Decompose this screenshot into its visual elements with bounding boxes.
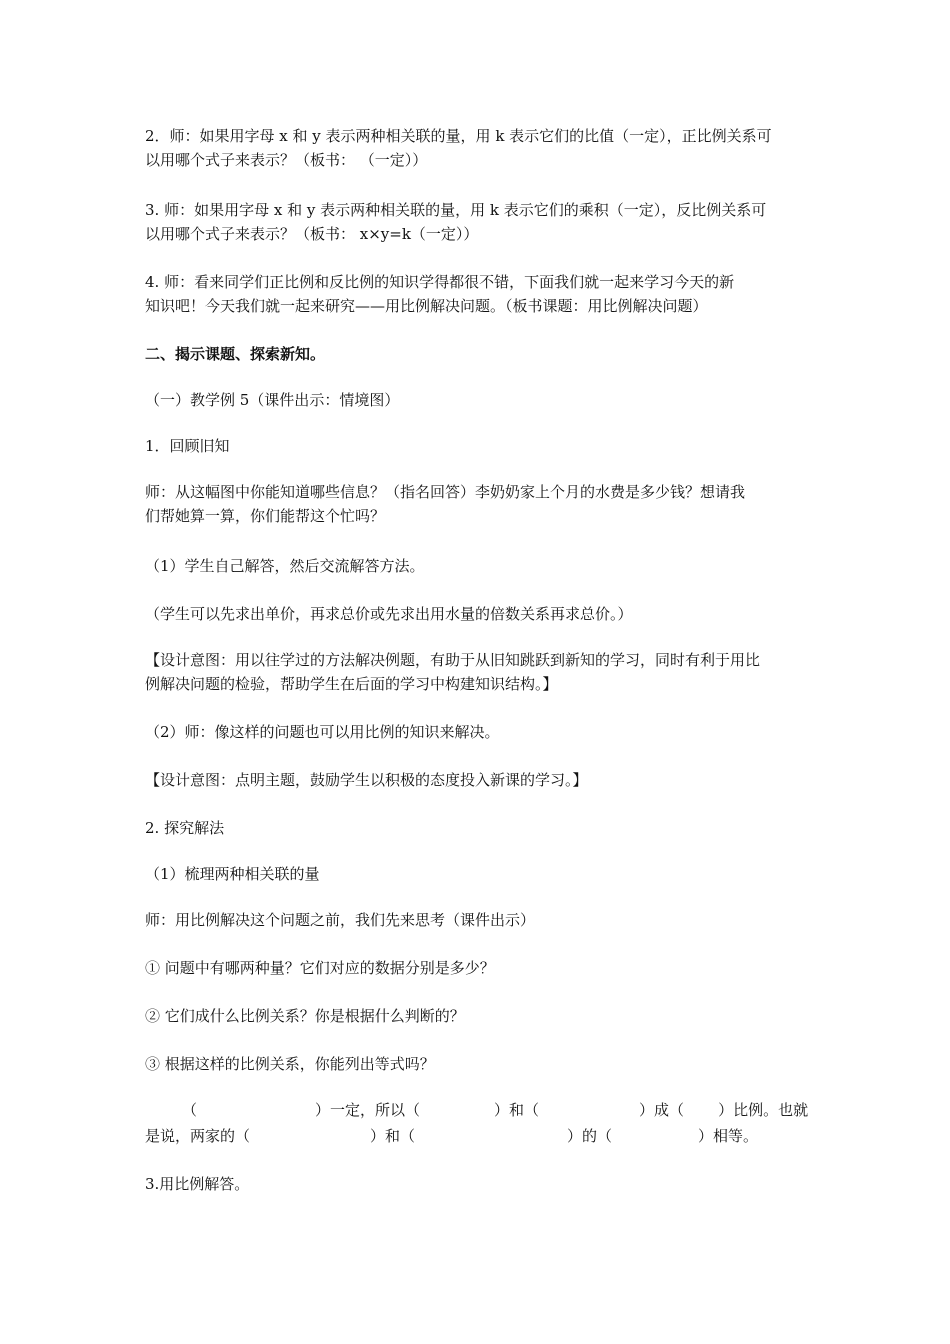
fill2-part-b: ）和（	[370, 1127, 416, 1145]
step-1: （1）学生自己解答，然后交流解答方法。	[145, 557, 425, 575]
question-1: ① 问题中有哪两种量？它们对应的数据分别是多少？	[145, 959, 495, 977]
design-intent-2: 【设计意图：点明主题，鼓励学生以积极的态度投入新课的学习。】	[145, 771, 588, 789]
paragraph-2-line-2: 以用哪个式子来表示？（板书： （一定））	[145, 151, 428, 169]
paragraph-2-line-1: 2．师：如果用字母 x 和 y 表示两种相关联的量，用 k 表示它们的比值（一定），正比例关系可	[145, 127, 772, 145]
answer-heading: 3.用比例解答。	[145, 1175, 250, 1193]
fill2-part-c: ）的（	[567, 1127, 613, 1145]
step-2: （2）师：像这样的问题也可以用比例的知识来解决。	[145, 723, 500, 741]
paragraph-4-line-2: 知识吧！今天我们就一起来研究——用比例解决问题。（板书课题：用比例解决问题）	[145, 297, 708, 315]
fill2-part-d: ）相等。	[698, 1127, 759, 1145]
fill-part-d: ）成（	[639, 1101, 685, 1119]
teacher-prompt: 师：用比例解决这个问题之前，我们先来思考（课件出示）	[145, 911, 536, 929]
fill2-part-a: 是说，两家的（	[145, 1127, 251, 1145]
example-heading: （一）教学例 5（课件出示：情境图）	[145, 391, 400, 409]
paragraph-3-line-2: 以用哪个式子来表示？（板书： x×y=k（一定））	[145, 225, 479, 243]
review-heading: 1．回顾旧知	[145, 437, 230, 455]
paragraph-3-line-1: 3. 师：如果用字母 x 和 y 表示两种相关联的量，用 k 表示它们的乘积（一定），反比例关系可	[145, 201, 767, 219]
sort-heading: （1）梳理两种相关联的量	[145, 865, 320, 883]
note-1: （学生可以先求出单价，再求总价或先求出用水量的倍数关系再求总价。）	[145, 605, 633, 623]
fill-blank-line-1	[145, 1098, 810, 1122]
fill-part-e: ）比例。也就	[718, 1101, 809, 1119]
teacher-question-line-1: 师：从这幅图中你能知道哪些信息？（指名回答）李奶奶家上个月的水费是多少钱？想请我	[145, 483, 746, 501]
paragraph-4-line-1: 4. 师：看来同学们正比例和反比例的知识学得都很不错，下面我们就一起来学习今天的新	[145, 273, 735, 291]
design-intent-1-line-2: 例解决问题的检验，帮助学生在后面的学习中构建知识结构。】	[145, 675, 558, 693]
section-heading: 二、揭示课题、探索新知。	[145, 345, 326, 363]
question-2: ② 它们成什么比例关系？你是根据什么判断的？	[145, 1007, 465, 1025]
fill-blank-line-2	[145, 1124, 810, 1148]
fill-part-b: ）一定，所以（	[315, 1101, 421, 1119]
fill-part-c: ）和（	[494, 1101, 540, 1119]
question-3: ③ 根据这样的比例关系，你能列出等式吗？	[145, 1055, 435, 1073]
explore-heading: 2. 探究解法	[145, 819, 225, 837]
teacher-question-line-2: 们帮她算一算，你们能帮这个忙吗？	[145, 507, 386, 525]
design-intent-1-line-1: 【设计意图：用以往学过的方法解决例题，有助于从旧知跳跃到新知的学习，同时有利于用比	[145, 651, 761, 669]
fill-part-a: （	[182, 1101, 198, 1119]
